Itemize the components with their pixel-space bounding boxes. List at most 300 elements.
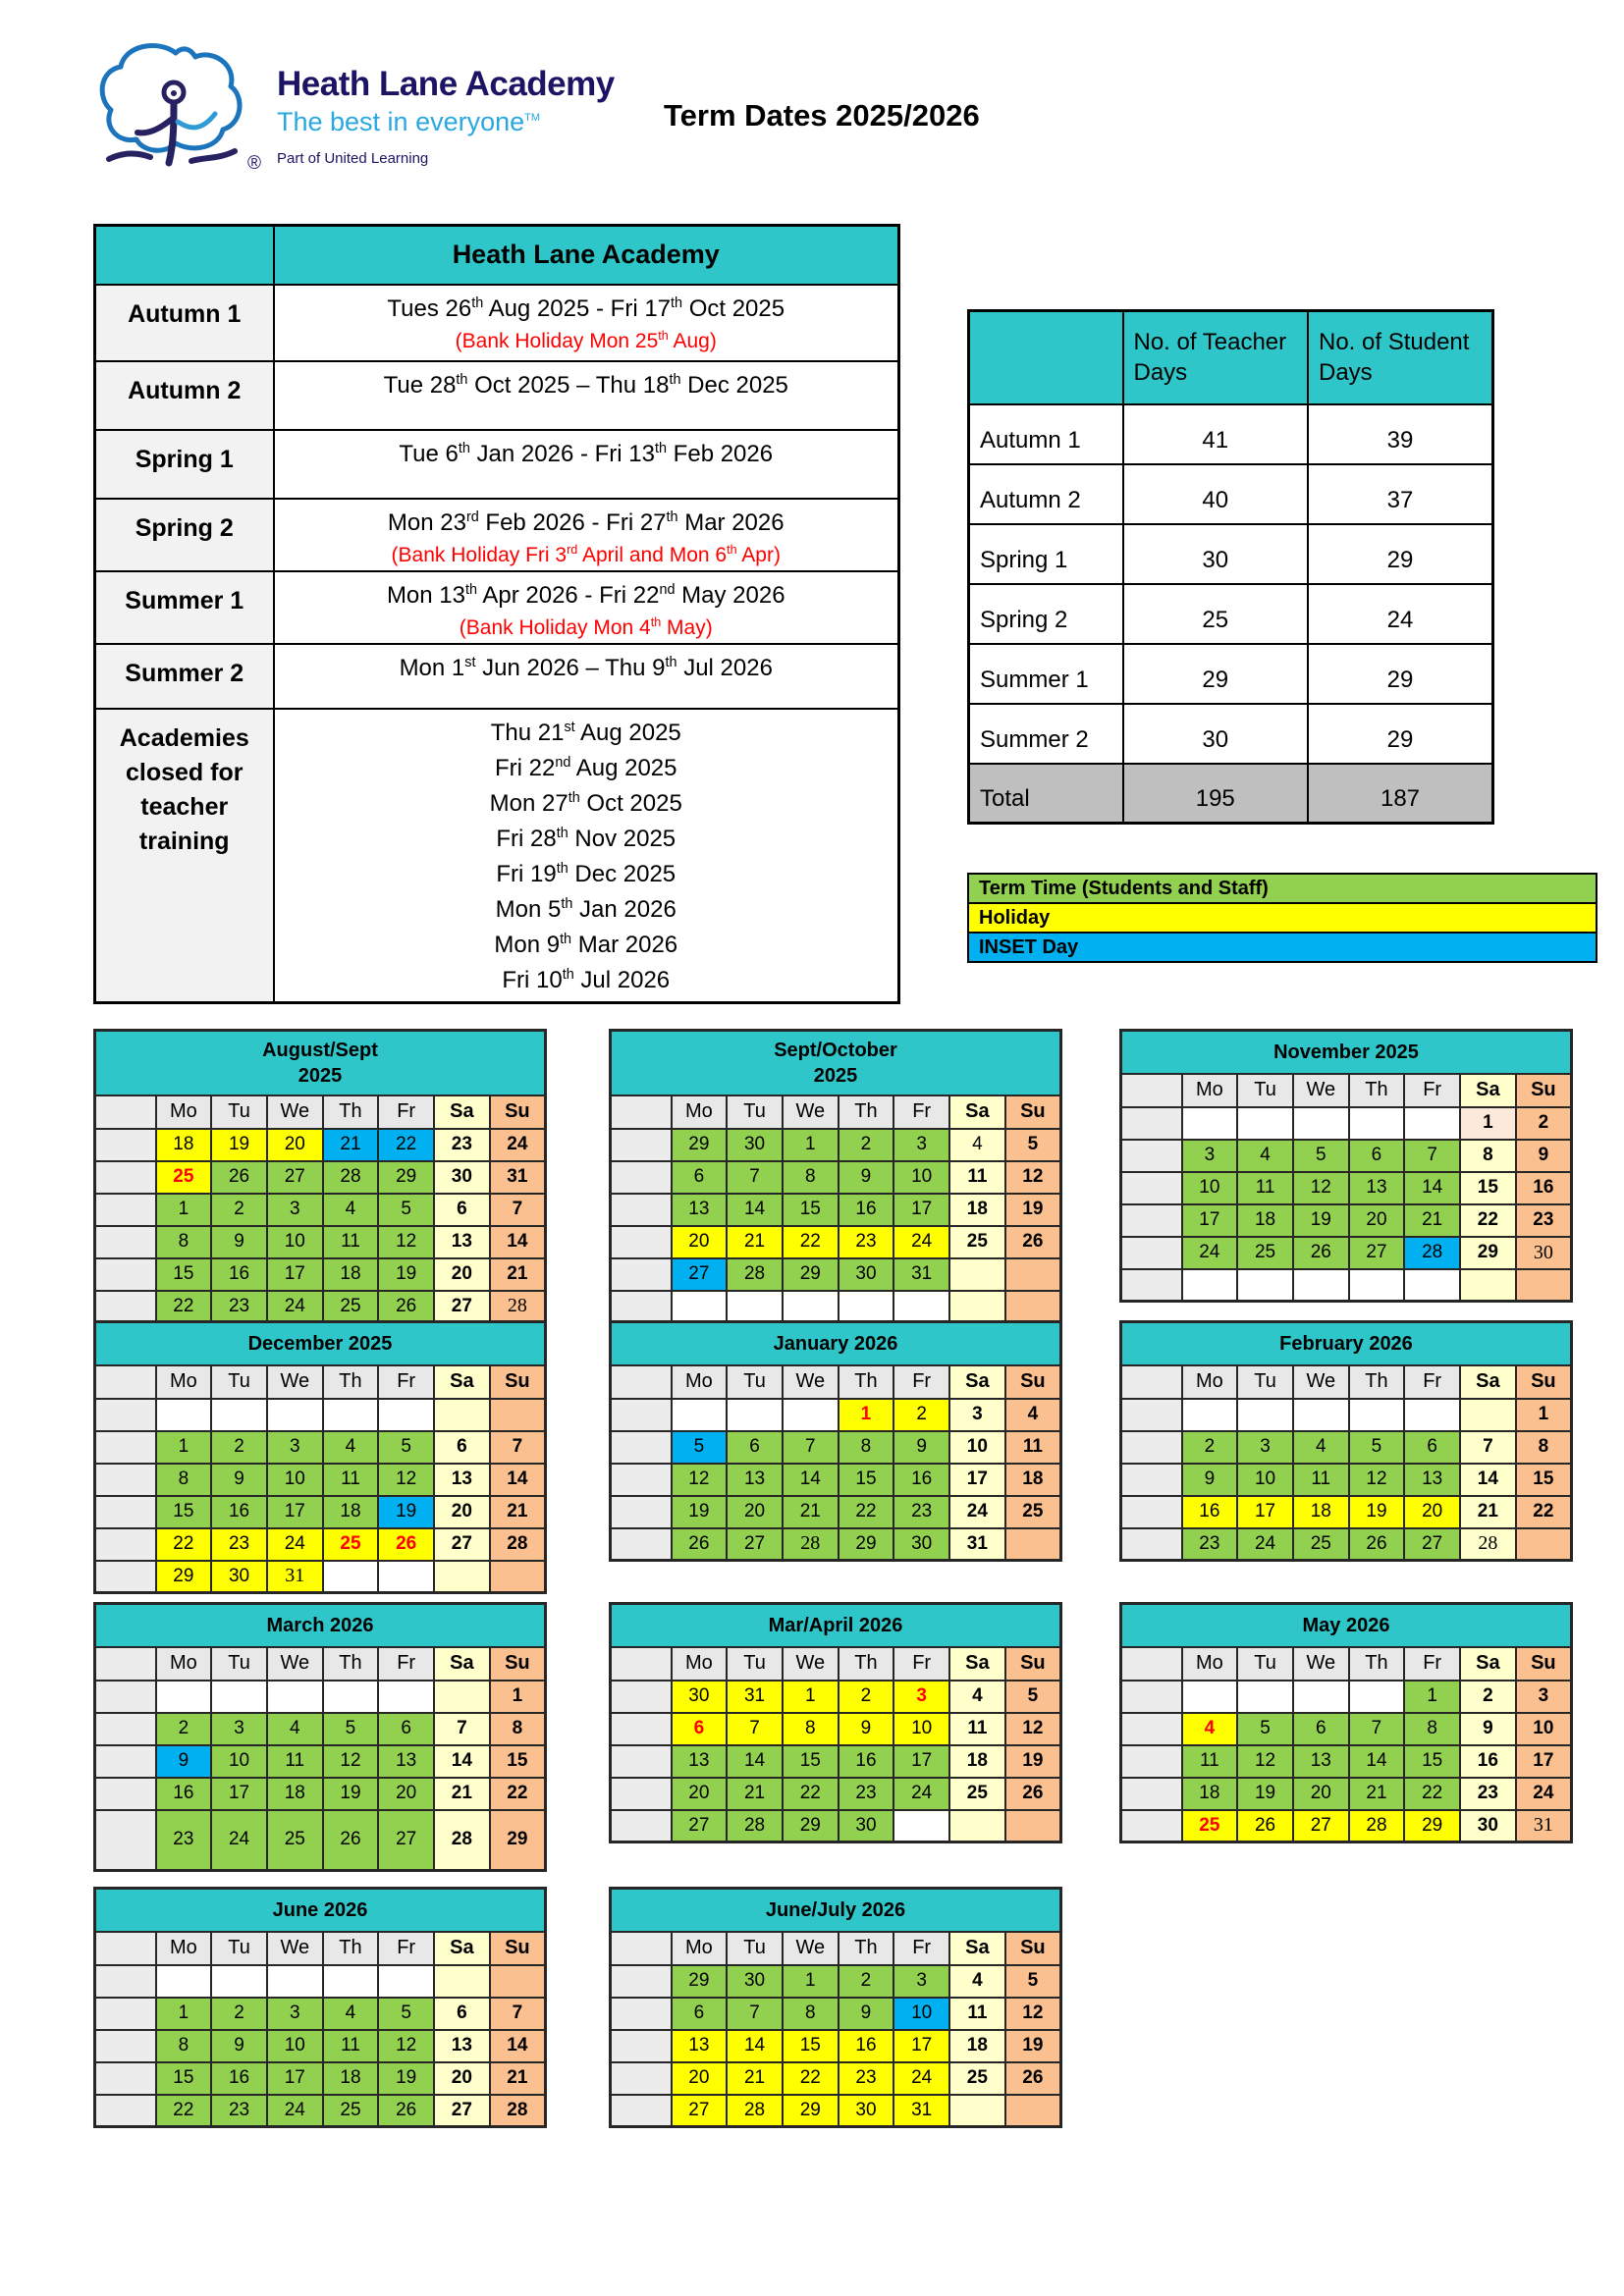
calendar-day-cell: 6 [434,1194,490,1226]
calendar-spacer-cell [1121,1172,1182,1204]
calendar-spacer-cell [1121,1778,1182,1810]
calendar-spacer-cell [611,1496,672,1528]
day-of-week-header: Mo [1182,1074,1238,1107]
trademark-mark: TM [524,112,541,124]
calendar-day-cell: 7 [727,1998,783,2030]
calendar-empty-cell [672,1399,728,1431]
calendar-day-cell: 7 [727,1713,783,1745]
calendar-spacer-cell [95,1810,156,1871]
calendar-august-sept-2025 [93,1029,547,1324]
calendar-day-cell: 26 [1005,2062,1061,2095]
day-of-week-header: Su [1516,1074,1572,1107]
calendar-day-cell: 7 [490,1194,546,1226]
calendar-day-cell: 22 [1404,1778,1460,1810]
calendar-day-cell: 9 [1182,1464,1238,1496]
day-of-week-header: Fr [1404,1647,1460,1681]
calendar-day-cell: 23 [1460,1778,1516,1810]
calendar-day-cell: 5 [378,1431,434,1464]
calendar-day-cell: 15 [1460,1172,1516,1204]
calendar-day-cell: 18 [949,1745,1005,1778]
calendar-day-cell: 24 [893,1778,949,1810]
day-of-week-header: Mo [672,1365,728,1399]
calendar-spacer-cell [95,1161,156,1194]
day-of-week-header: Mo [1182,1365,1238,1399]
calendar-spacer-cell [95,1226,156,1258]
day-of-week-header: Su [490,1365,546,1399]
calendar-day-cell: 6 [378,1713,434,1745]
calendar-empty-cell [267,1399,323,1431]
calendar-empty-cell [1005,1258,1061,1291]
calendar-day-cell: 20 [1404,1496,1460,1528]
calendar-day-cell: 15 [783,1194,839,1226]
calendar-day-cell: 4 [949,1681,1005,1713]
calendar-table [93,1320,547,1594]
calendar-day-cell: 24 [1237,1528,1293,1561]
calendar-day-cell: 17 [893,2030,949,2062]
calendar-day-cell: 19 [1349,1496,1405,1528]
calendar-day-cell: 29 [378,1161,434,1194]
calendar-day-cell: 10 [893,1998,949,2030]
calendar-day-cell: 2 [1516,1107,1572,1140]
day-of-week-header: Tu [211,1365,267,1399]
days-table-row [969,584,1493,644]
calendar-empty-cell [1237,1681,1293,1713]
calendar-day-cell: 3 [1237,1431,1293,1464]
calendar-day-cell: 26 [378,2095,434,2127]
calendar-day-cell: 6 [1349,1140,1405,1172]
term-label: Spring 1 [95,430,274,499]
teacher-days-value: 41 [1123,404,1309,464]
calendar-day-cell: 14 [727,2030,783,2062]
calendar-table [93,1887,547,2128]
calendar-day-cell: 28 [727,1810,783,1842]
calendar-empty-cell [949,2095,1005,2127]
calendar-day-cell: 27 [672,1810,728,1842]
calendar-day-cell: 11 [267,1745,323,1778]
term-dates-cell [274,644,899,709]
calendar-day-cell: 13 [434,1464,490,1496]
legend-inset-day: INSET Day [967,932,1597,963]
calendar-day-cell: 15 [783,1745,839,1778]
calendar-day-cell: 2 [839,1681,894,1713]
calendar-empty-cell [1182,1107,1238,1140]
calendar-day-cell: 29 [156,1561,212,1593]
calendar-day-cell: 7 [490,1998,546,2030]
calendar-day-cell: 10 [1516,1713,1572,1745]
calendar-day-cell: 8 [156,1464,212,1496]
calendar-day-cell: 18 [1005,1464,1061,1496]
calendar-day-cell: 18 [949,1194,1005,1226]
calendar-day-cell: 4 [1005,1399,1061,1431]
calendar-day-cell: 8 [1404,1713,1460,1745]
day-of-week-header: We [783,1932,839,1965]
calendar-spacer-cell [95,1647,156,1681]
term-table-corner-cell [95,226,274,285]
calendar-day-cell: 13 [672,1194,728,1226]
calendar-day-cell: 5 [323,1713,379,1745]
calendar-empty-cell [323,1681,379,1713]
calendar-day-cell: 1 [156,1431,212,1464]
student-days-value: 39 [1308,404,1493,464]
student-days-value: 29 [1308,524,1493,584]
calendar-spacer-cell [1121,1074,1182,1107]
calendar-day-cell: 25 [156,1161,212,1194]
legend-term-time: Term Time (Students and Staff) [967,873,1597,904]
day-of-week-header: Su [1005,1365,1061,1399]
calendar-empty-cell [156,1681,212,1713]
calendar-day-cell: 26 [1237,1810,1293,1842]
calendar-empty-cell [1182,1269,1238,1302]
calendar-empty-cell [893,1810,949,1842]
calendar-day-cell: 11 [949,1998,1005,2030]
calendar-spacer-cell [95,1291,156,1323]
calendar-day-cell: 13 [727,1464,783,1496]
calendar-spacer-cell [611,2062,672,2095]
calendar-empty-cell [323,1399,379,1431]
calendar-december-2025 [93,1320,547,1594]
day-of-week-header: Sa [949,1365,1005,1399]
calendar-day-cell: 4 [1237,1140,1293,1172]
calendar-day-cell: 20 [672,1226,728,1258]
calendar-spacer-cell [611,1194,672,1226]
calendar-day-cell: 5 [1005,1965,1061,1998]
calendar-day-cell: 26 [1005,1226,1061,1258]
calendar-day-cell: 11 [1237,1172,1293,1204]
calendar-day-cell: 26 [1005,1778,1061,1810]
calendar-empty-cell [434,1561,490,1593]
calendar-day-cell: 16 [839,1745,894,1778]
calendar-spacer-cell [611,1810,672,1842]
calendar-day-cell: 28 [1349,1810,1405,1842]
calendar-spacer-cell [95,1129,156,1161]
calendar-day-cell: 9 [839,1998,894,2030]
calendar-day-cell: 15 [839,1464,894,1496]
calendar-day-cell: 27 [434,1528,490,1561]
calendar-spacer-cell [611,1681,672,1713]
calendar-empty-cell [1349,1681,1405,1713]
calendar-spacer-cell [611,1291,672,1323]
calendar-day-cell: 12 [672,1464,728,1496]
term-table-row [95,499,899,571]
calendar-day-cell: 9 [1460,1713,1516,1745]
calendar-day-cell: 17 [267,1258,323,1291]
student-days-value: 24 [1308,584,1493,644]
days-table-row [969,644,1493,704]
day-of-week-header: Th [839,1095,894,1129]
day-of-week-header: Tu [727,1647,783,1681]
calendar-spacer-cell [1121,1810,1182,1842]
calendar-day-cell: 14 [490,2030,546,2062]
calendar-day-cell: 11 [323,1226,379,1258]
calendar-table [609,1602,1062,1843]
day-of-week-header: We [783,1647,839,1681]
calendar-day-cell: 5 [378,1998,434,2030]
calendar-day-cell: 28 [727,2095,783,2127]
calendar-spacer-cell [95,1528,156,1561]
term-table-row [95,644,899,709]
calendar-spacer-cell [95,1431,156,1464]
calendar-day-cell: 21 [1349,1778,1405,1810]
calendar-day-cell: 10 [893,1713,949,1745]
term-date-range: Mon 9th Mar 2026 [494,931,678,958]
calendar-day-cell: 18 [323,1496,379,1528]
calendar-month-title: Sept/October 2025 [611,1031,1061,1095]
calendar-day-cell: 5 [378,1194,434,1226]
calendar-spacer-cell [95,1745,156,1778]
days-table-body [969,404,1493,824]
calendar-empty-cell [839,1291,894,1323]
calendar-day-cell: 9 [1516,1140,1572,1172]
calendar-day-cell: 6 [434,1431,490,1464]
calendar-day-cell: 3 [267,1431,323,1464]
calendar-mar-april-2026 [609,1602,1062,1843]
calendar-day-cell: 3 [211,1713,267,1745]
calendar-day-cell: 2 [1460,1681,1516,1713]
calendar-empty-cell [378,1965,434,1998]
calendar-day-cell: 21 [490,1496,546,1528]
calendar-day-cell: 1 [783,1129,839,1161]
calendar-day-cell: 14 [490,1226,546,1258]
calendar-day-cell: 23 [1182,1528,1238,1561]
calendar-spacer-cell [611,2030,672,2062]
calendar-day-cell: 20 [1349,1204,1405,1237]
calendar-spacer-cell [1121,1269,1182,1302]
calendar-day-cell: 2 [211,1431,267,1464]
calendar-day-cell: 19 [1293,1204,1349,1237]
days-count-table [967,309,1494,825]
day-of-week-header: Th [323,1647,379,1681]
day-of-week-header: Fr [1404,1074,1460,1107]
calendar-day-cell: 1 [839,1399,894,1431]
calendar-day-cell: 8 [783,1161,839,1194]
calendar-day-cell: 2 [839,1129,894,1161]
logo-title: Heath Lane Academy [277,65,615,103]
day-of-week-header: Su [1005,1095,1061,1129]
term-date-range: Fri 19th Dec 2025 [496,860,677,887]
teacher-days-value: 25 [1123,584,1309,644]
day-of-week-header: Th [1349,1365,1405,1399]
calendar-day-cell: 29 [783,2095,839,2127]
calendar-month-title: May 2026 [1121,1604,1572,1647]
calendar-table [609,1320,1062,1562]
day-of-week-header: We [1293,1647,1349,1681]
calendar-day-cell: 25 [1293,1528,1349,1561]
calendar-empty-cell [1293,1269,1349,1302]
term-dates-cell [274,709,899,1003]
calendar-day-cell: 8 [156,1226,212,1258]
calendar-day-cell: 31 [1516,1810,1572,1842]
calendar-spacer-cell [95,1095,156,1129]
calendar-day-cell: 30 [1516,1237,1572,1269]
calendar-day-cell: 10 [1237,1464,1293,1496]
calendar-day-cell: 30 [893,1528,949,1561]
calendar-day-cell: 16 [211,1258,267,1291]
calendar-day-cell: 23 [1516,1204,1572,1237]
days-row-label: Autumn 1 [969,404,1123,464]
calendar-spacer-cell [1121,1496,1182,1528]
calendar-day-cell: 9 [211,1464,267,1496]
calendar-day-cell: 28 [323,1161,379,1194]
calendar-day-cell: 8 [490,1713,546,1745]
calendar-day-cell: 13 [378,1745,434,1778]
logo-text-block [277,65,689,167]
term-table-row [95,571,899,644]
day-of-week-header: Su [1516,1647,1572,1681]
calendar-november-2025 [1119,1029,1573,1303]
student-days-value: 29 [1308,644,1493,704]
day-of-week-header: Su [490,1647,546,1681]
calendar-day-cell: 14 [727,1745,783,1778]
page-title: Term Dates 2025/2026 [664,98,980,133]
calendar-table [1119,1320,1573,1562]
calendar-spacer-cell [1121,1681,1182,1713]
calendar-empty-cell [490,1561,546,1593]
calendar-day-cell: 10 [267,1464,323,1496]
calendar-day-cell: 15 [783,2030,839,2062]
day-of-week-header: Tu [727,1932,783,1965]
calendar-day-cell: 6 [434,1998,490,2030]
calendar-day-cell: 14 [1404,1172,1460,1204]
term-table-row [95,285,899,361]
calendar-day-cell: 11 [1293,1464,1349,1496]
calendar-day-cell: 28 [490,1291,546,1323]
calendar-empty-cell [1237,1399,1293,1431]
calendar-day-cell: 3 [1516,1681,1572,1713]
calendar-empty-cell [1460,1399,1516,1431]
calendar-day-cell: 23 [211,1528,267,1561]
calendar-day-cell: 29 [783,1810,839,1842]
bank-holiday-note: (Bank Holiday Fri 3rd April and Mon 6th Apr) [391,542,781,566]
term-dates-cell [274,285,899,361]
calendar-day-cell: 24 [490,1129,546,1161]
calendar-day-cell: 12 [323,1745,379,1778]
day-of-week-header: Th [323,1095,379,1129]
calendar-day-cell: 4 [949,1129,1005,1161]
day-of-week-header: Sa [434,1647,490,1681]
day-of-week-header: Th [1349,1074,1405,1107]
calendar-day-cell: 22 [156,1528,212,1561]
calendar-day-cell: 6 [727,1431,783,1464]
calendar-day-cell: 21 [434,1778,490,1810]
calendar-day-cell: 15 [1404,1745,1460,1778]
calendar-day-cell: 26 [323,1810,379,1871]
calendar-day-cell: 31 [893,2095,949,2127]
calendar-spacer-cell [95,1681,156,1713]
day-of-week-header: Mo [156,1365,212,1399]
calendar-spacer-cell [611,1258,672,1291]
calendar-empty-cell [1404,1107,1460,1140]
calendar-day-cell: 20 [727,1496,783,1528]
calendar-empty-cell [1349,1107,1405,1140]
calendar-day-cell: 16 [211,2062,267,2095]
calendar-day-cell: 15 [156,1258,212,1291]
calendar-day-cell: 7 [1460,1431,1516,1464]
day-of-week-header: Fr [378,1095,434,1129]
calendar-spacer-cell [95,1496,156,1528]
term-dates-cell [274,430,899,499]
day-of-week-header: We [267,1095,323,1129]
calendar-day-cell: 25 [323,2095,379,2127]
day-of-week-header: We [1293,1074,1349,1107]
calendar-day-cell: 18 [323,2062,379,2095]
day-of-week-header: Fr [378,1647,434,1681]
days-table-row [969,464,1493,524]
calendar-empty-cell [156,1965,212,1998]
calendar-empty-cell [1293,1399,1349,1431]
term-date-range: Tue 28th Oct 2025 – Thu 18th Dec 2025 [383,371,788,399]
calendar-empty-cell [1293,1681,1349,1713]
calendar-day-cell: 21 [727,1778,783,1810]
calendar-day-cell: 27 [727,1528,783,1561]
days-table-header-row [969,311,1493,404]
calendar-march-2026 [93,1602,547,1872]
calendar-day-cell: 26 [1349,1528,1405,1561]
calendar-spacer-cell [95,1932,156,1965]
day-of-week-header: Th [1349,1647,1405,1681]
calendar-day-cell: 20 [1293,1778,1349,1810]
calendar-spacer-cell [611,1647,672,1681]
calendar-empty-cell [1237,1107,1293,1140]
calendar-day-cell: 11 [949,1161,1005,1194]
calendar-day-cell: 16 [893,1464,949,1496]
calendar-spacer-cell [611,1778,672,1810]
calendar-day-cell: 26 [378,1528,434,1561]
calendar-day-cell: 8 [839,1431,894,1464]
calendar-spacer-cell [1121,1399,1182,1431]
calendar-empty-cell [1349,1269,1405,1302]
calendar-empty-cell [1182,1399,1238,1431]
day-of-week-header: Sa [434,1365,490,1399]
term-label: Academies closed for teacher training [95,709,274,1003]
calendar-day-cell: 9 [211,2030,267,2062]
calendar-day-cell: 12 [1005,1998,1061,2030]
calendar-day-cell: 1 [1404,1681,1460,1713]
calendar-spacer-cell [611,1965,672,1998]
calendar-day-cell: 3 [893,1129,949,1161]
calendar-day-cell: 24 [1182,1237,1238,1269]
calendar-day-cell: 13 [434,2030,490,2062]
day-of-week-header: We [783,1095,839,1129]
calendar-day-cell: 31 [949,1528,1005,1561]
calendar-day-cell: 9 [893,1431,949,1464]
calendar-day-cell: 30 [672,1681,728,1713]
calendar-day-cell: 19 [378,1258,434,1291]
calendar-day-cell: 24 [893,2062,949,2095]
calendar-day-cell: 27 [434,2095,490,2127]
calendar-spacer-cell [95,1464,156,1496]
calendar-day-cell: 24 [893,1226,949,1258]
calendar-day-cell: 25 [949,1778,1005,1810]
term-dates-table [93,224,900,1004]
calendar-day-cell: 2 [1182,1431,1238,1464]
calendar-day-cell: 12 [1005,1713,1061,1745]
calendar-empty-cell [323,1561,379,1593]
calendar-day-cell: 21 [783,1496,839,1528]
calendar-day-cell: 12 [1349,1464,1405,1496]
calendar-empty-cell [1293,1107,1349,1140]
calendar-empty-cell [1005,1810,1061,1842]
calendar-spacer-cell [95,1778,156,1810]
calendar-day-cell: 10 [949,1431,1005,1464]
day-of-week-header: Sa [434,1932,490,1965]
calendar-day-cell: 3 [1182,1140,1238,1172]
calendar-day-cell: 20 [434,1496,490,1528]
calendar-day-cell: 27 [434,1291,490,1323]
calendar-spacer-cell [611,1998,672,2030]
calendar-day-cell: 25 [1182,1810,1238,1842]
calendar-day-cell: 8 [783,1998,839,2030]
day-of-week-header: Th [323,1365,379,1399]
